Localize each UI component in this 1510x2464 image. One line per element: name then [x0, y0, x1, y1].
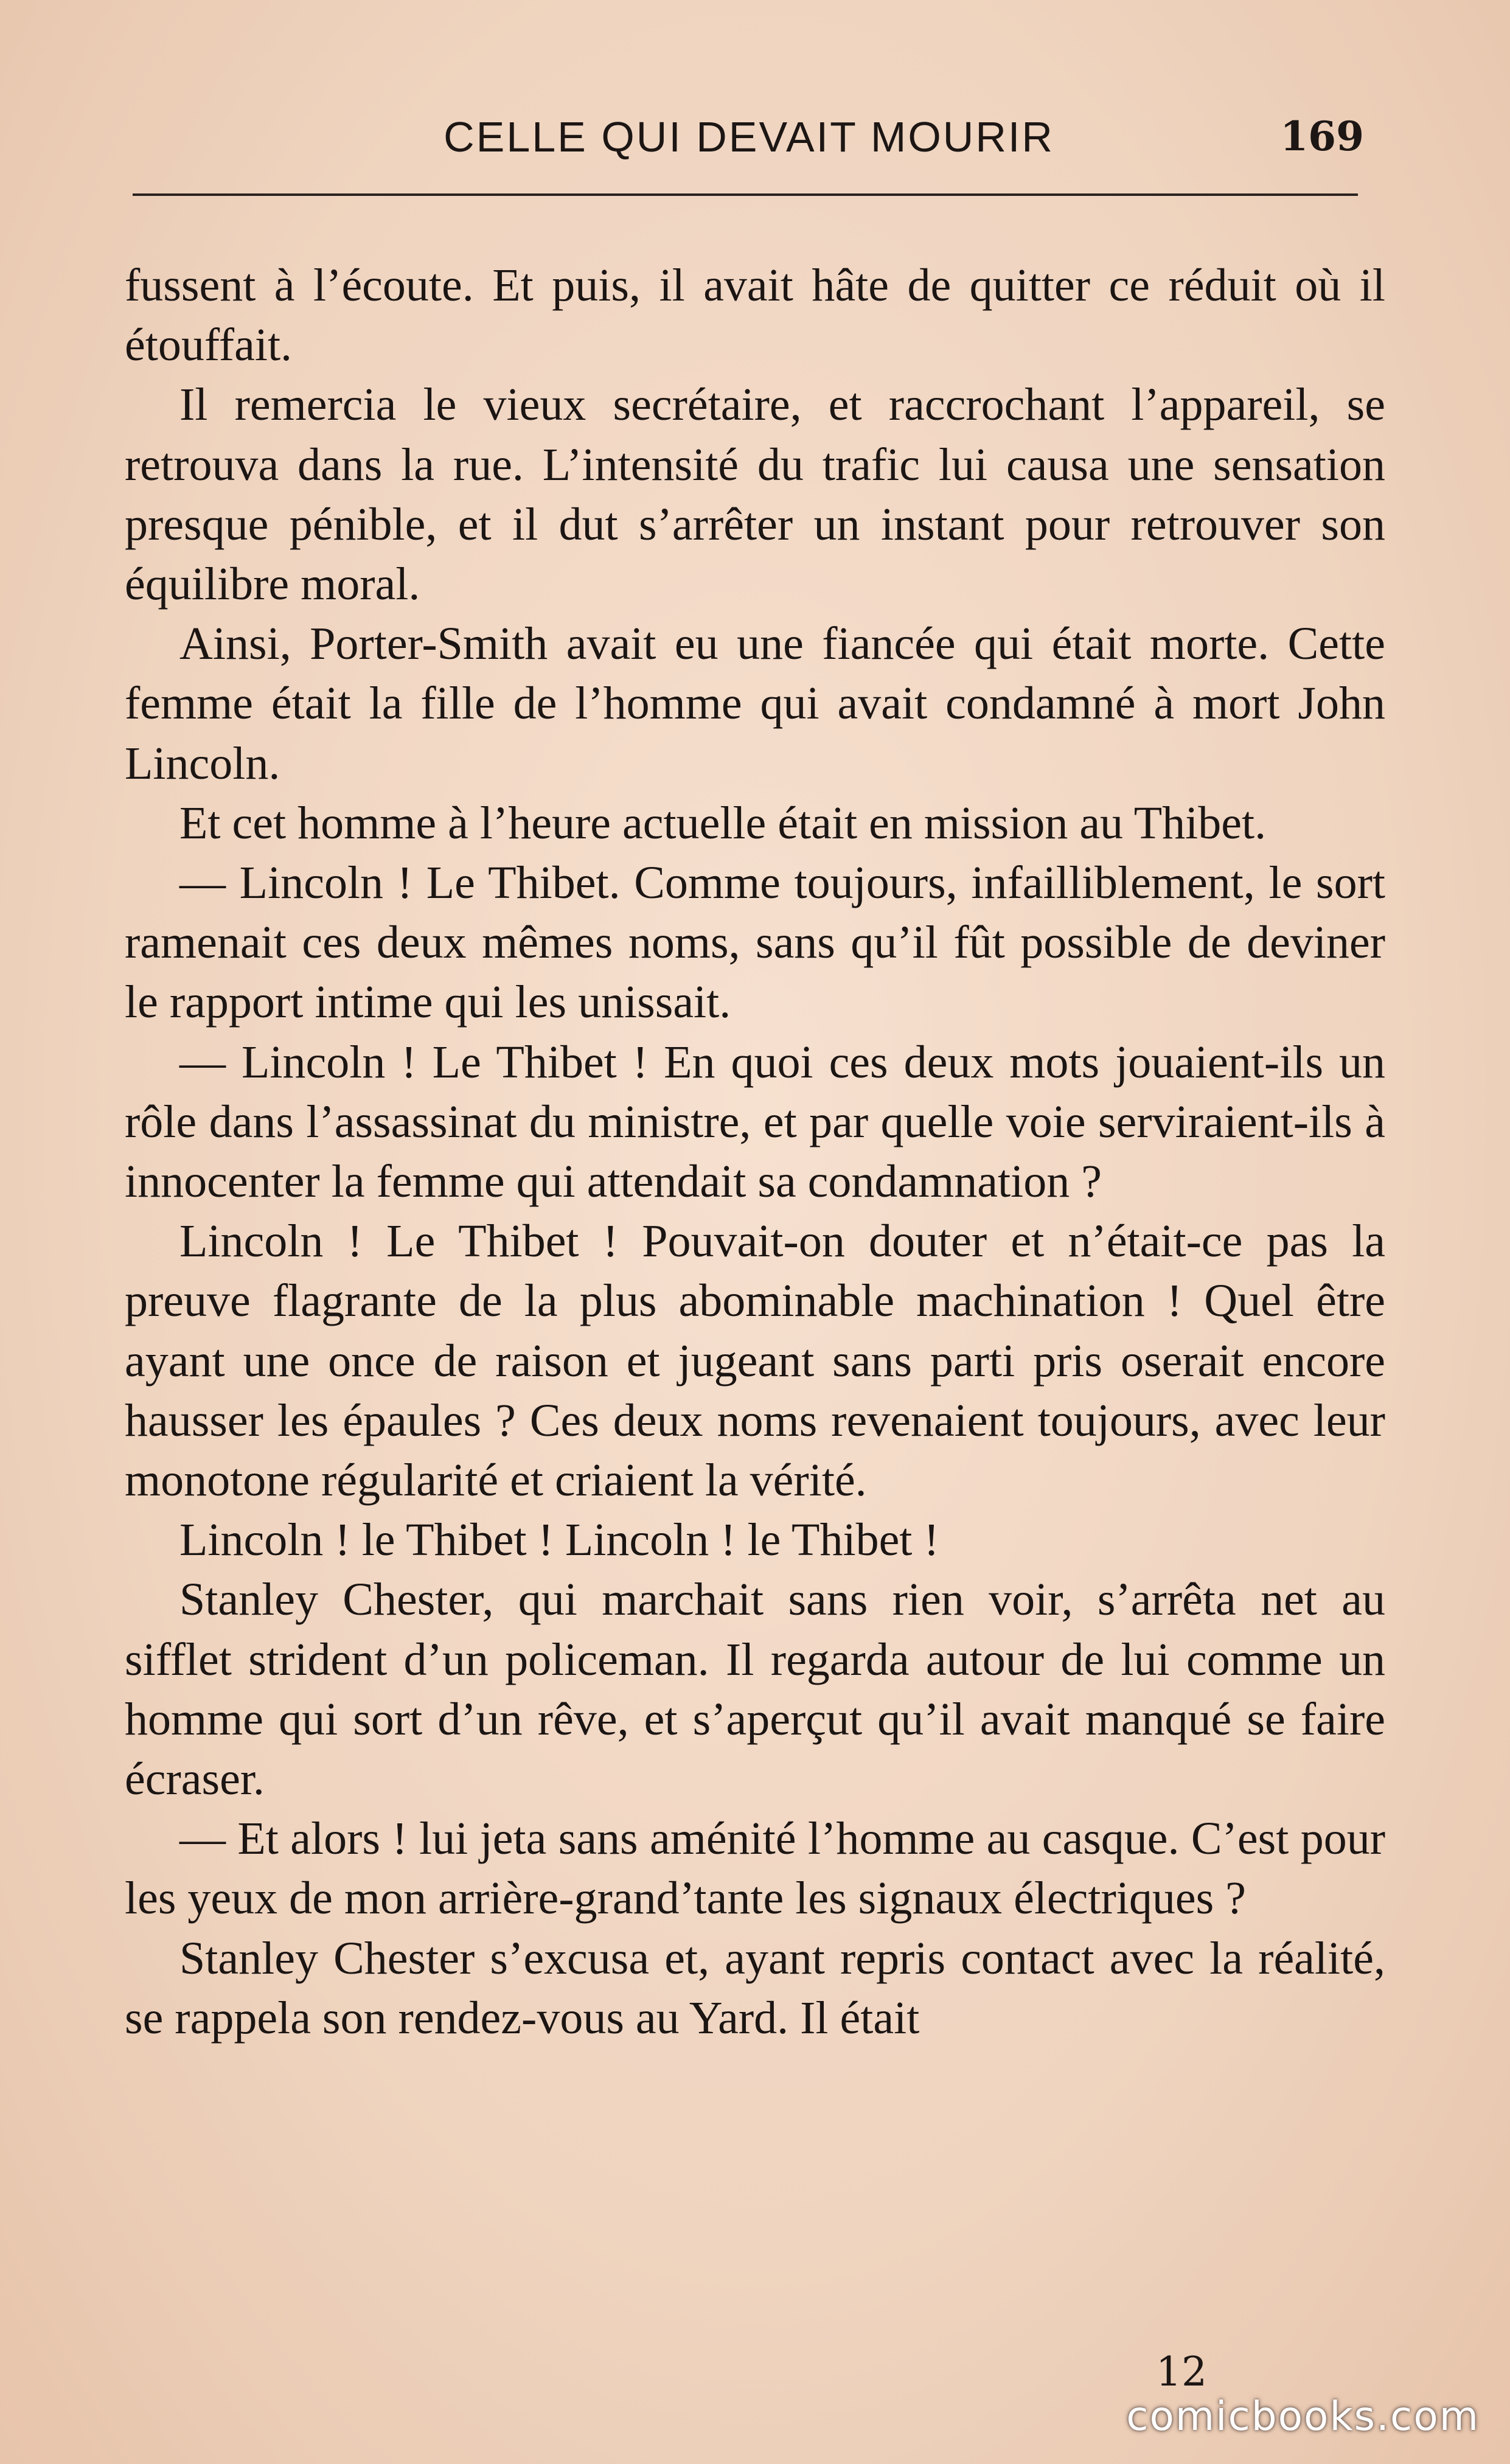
- header-rule: [133, 193, 1358, 196]
- running-head: [134, 113, 1364, 173]
- paragraph: Il remercia le vieux secrétaire, et raccrochant l’appareil, se retrouva dans la rue. L’intensité du trafic lui causa une sensation presque pénible, et il dut s’arrêter un instant pour retrouver son équilibre moral.: [125, 379, 1385, 610]
- paragraph: Lincoln ! Le Thibet ! Pouvait-on douter et n’était-ce pas la preuve flagrante de la plus abominable machination ! Quel être ayant une once de raison et jugeant sans parti pris oserait encore hausser les épaules ? Ces deux noms revenaient toujours, avec leur monotone régularité et criaient la vérité.: [125, 1216, 1385, 1506]
- signature-mark: 12: [1156, 2348, 1207, 2395]
- watermark: comicbooks.com: [1126, 2393, 1480, 2440]
- paragraph: Lincoln ! le Thibet ! Lincoln ! le Thibet !: [179, 1514, 939, 1566]
- paragraph: fussent à l’écoute. Et puis, il avait hâte de quitter ce réduit où il étouffait.: [125, 260, 1385, 371]
- paragraph: — Lincoln ! Le Thibet. Comme toujours, infailliblement, le sort ramenait ces deux mêmes noms, sans qu’il fût possible de deviner le rapport intime qui les unissait.: [125, 857, 1385, 1028]
- page-number: 169: [1280, 113, 1364, 160]
- paragraph: — Et alors ! lui jeta sans aménité l’homme au casque. C’est pour les yeux de mon arrière-grand’tante les signaux électriques ?: [125, 1813, 1385, 1924]
- paragraph: Ainsi, Porter-Smith avait eu une fiancée qui était morte. Cette femme était la fille de l’homme qui avait condamné à mort John Lincoln.: [125, 618, 1385, 789]
- paragraph: Et cet homme à l’heure actuelle était en mission au Thibet.: [179, 797, 1267, 849]
- paragraph: Stanley Chester, qui marchait sans rien voir, s’arrêta net au sifflet strident d’un policeman. Il regarda autour de lui comme un homme qui sort d’un rêve, et s’aperçut qu’il avait manqué se faire écraser.: [125, 1574, 1385, 1805]
- paragraph: Stanley Chester s’excusa et, ayant repris contact avec la réalité, se rappela son rendez-vous au Yard. Il était: [125, 1932, 1385, 2044]
- body-text: [125, 256, 1385, 2048]
- paragraph: — Lincoln ! Le Thibet ! En quoi ces deux mots jouaient-ils un rôle dans l’assassinat du ministre, et par quelle voie serviraient-ils à innocenter la femme qui attendait sa condamnation ?: [125, 1036, 1385, 1208]
- running-title: CELLE QUI DEVAIT MOURIR: [444, 113, 1054, 161]
